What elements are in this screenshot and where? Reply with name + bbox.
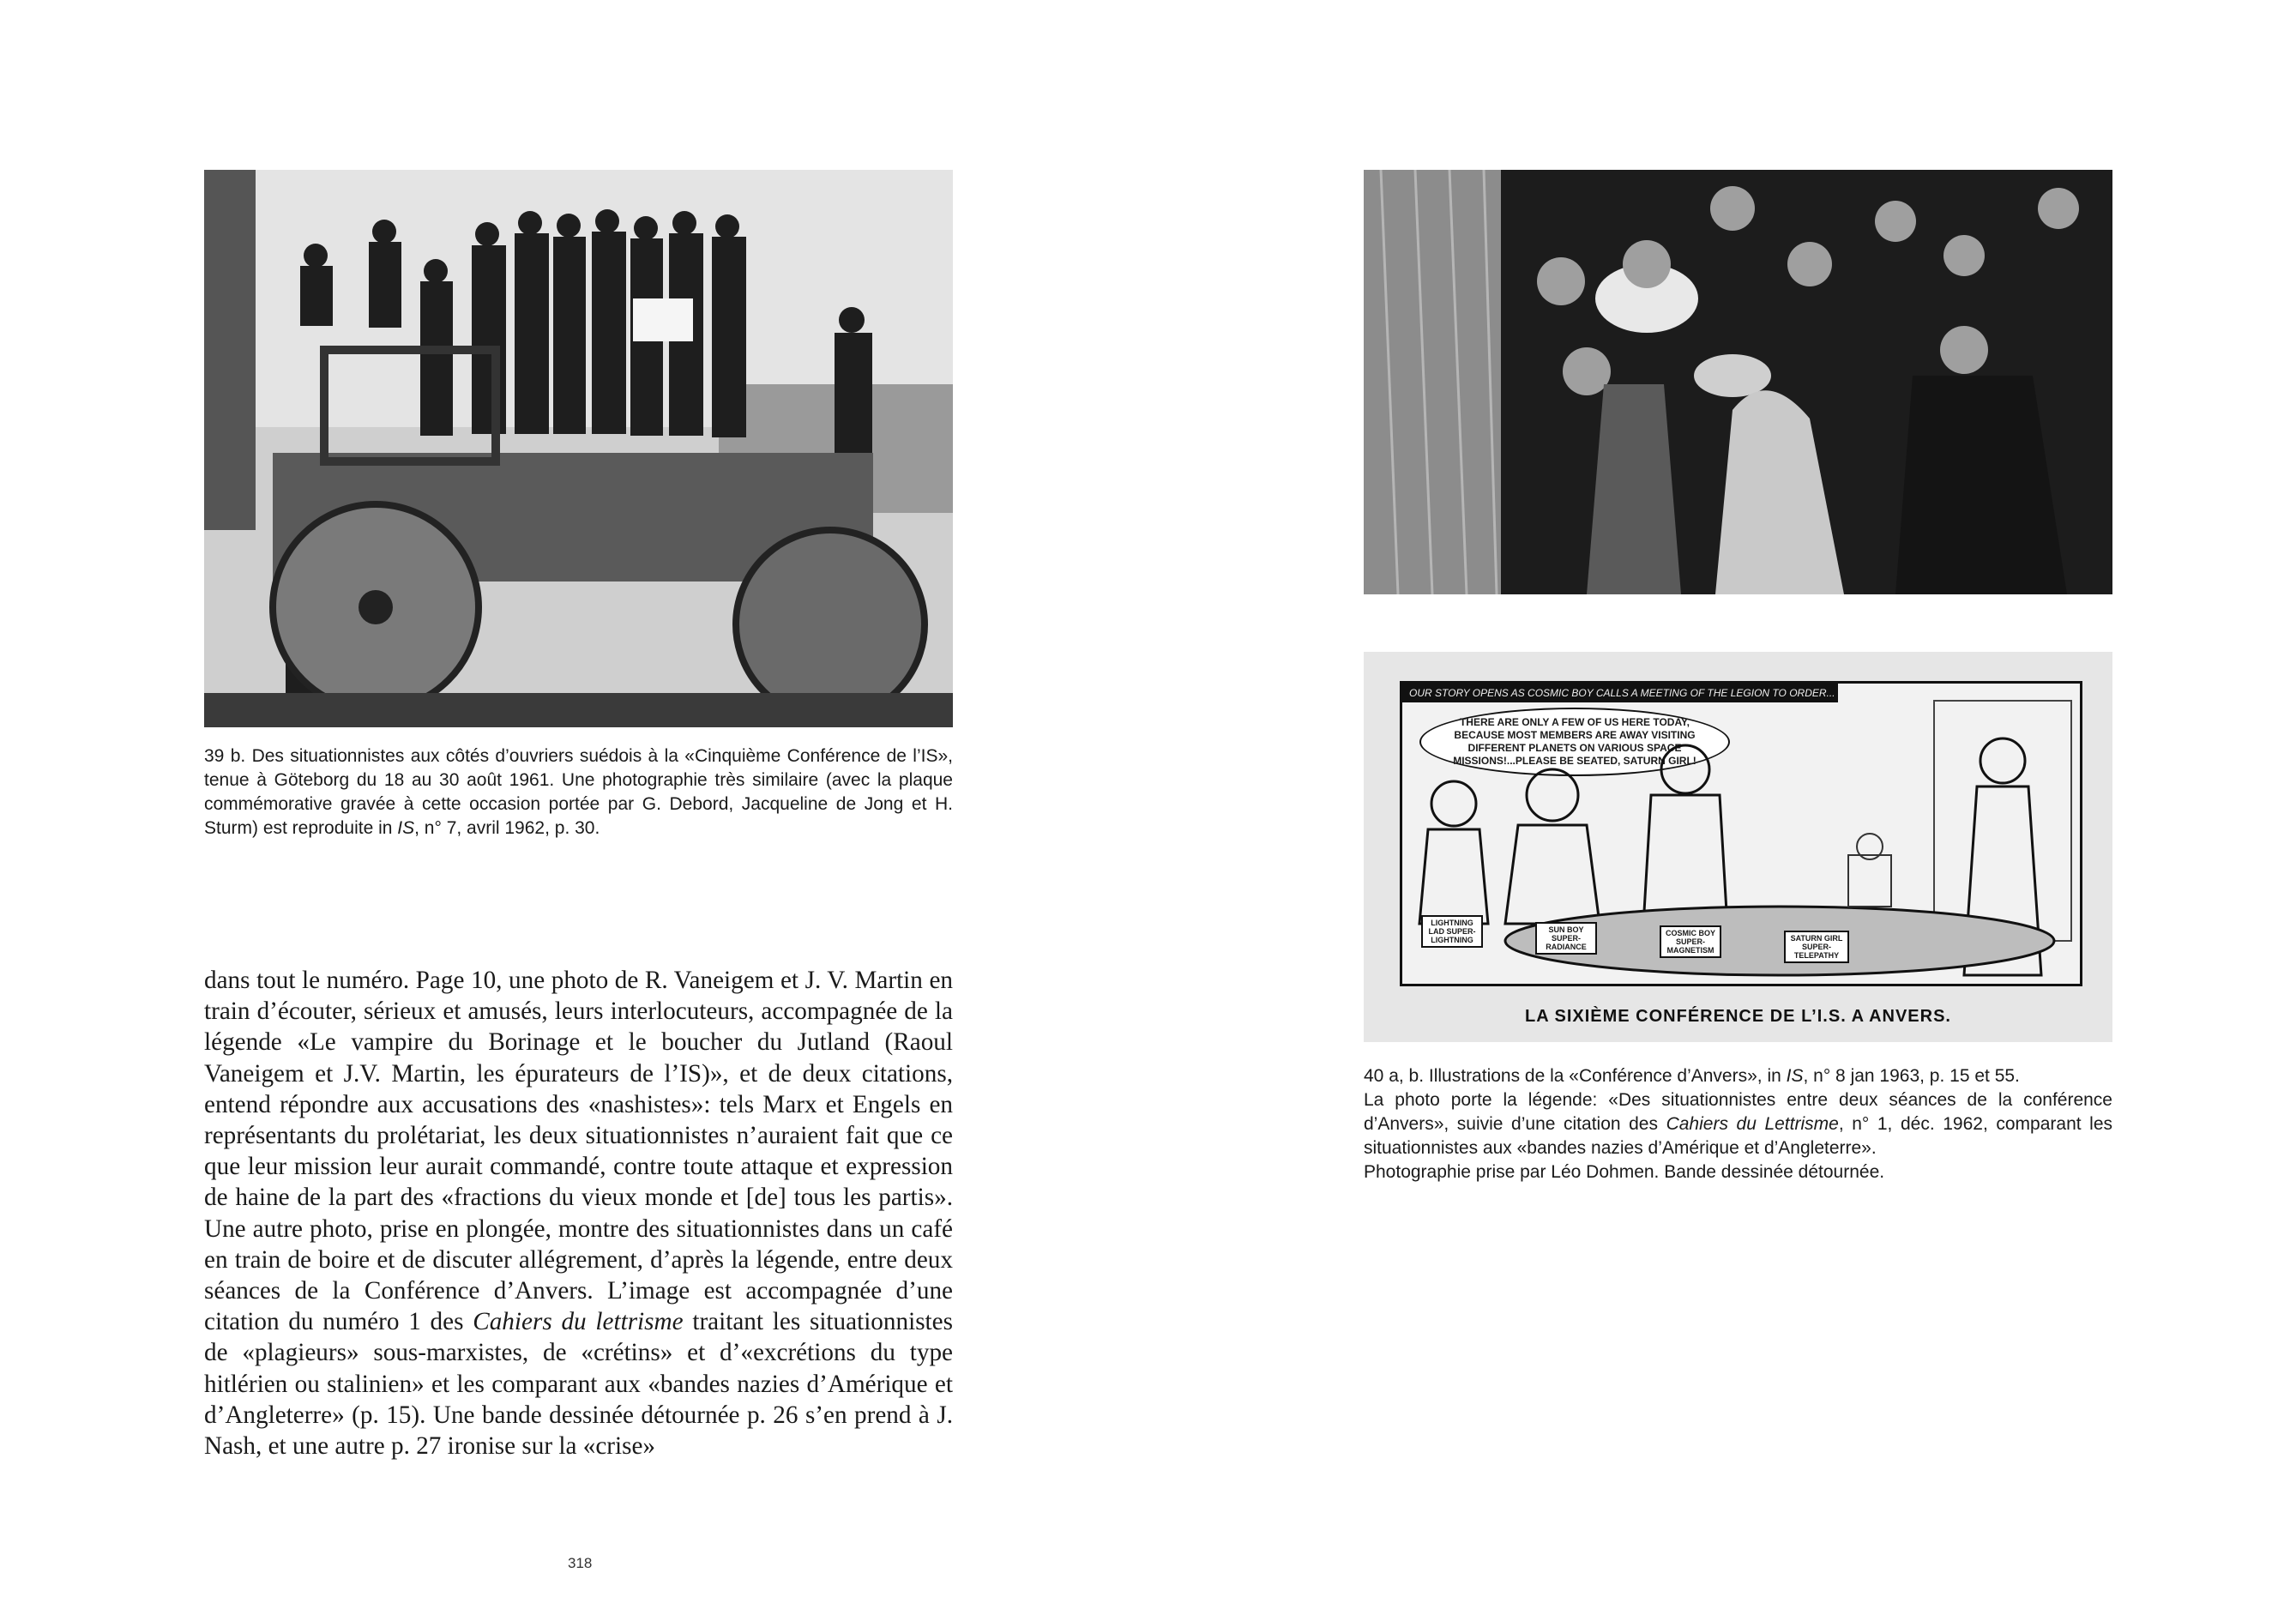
caption-40-line1-end: , n° 8 jan 1963, p. 15 et 55. [1803,1066,2020,1086]
body-text-part2: traitant les situationnistes de «plagieurs» sous-marxistes, de «crétins» et d’«excrétions du type hitlérien ou stalinien» et les comparant aux «bandes nazies d’Amérique et d’Angleterre» (p. 15). Une bande dessinée détournée p. 26 s’en prend à J. Nash, et une autre p. 27 ironise sur la «crise» [204,1308,953,1461]
photo-39b-road-roller [204,170,953,727]
caption-40-line3: Photographie prise par Léo Dohmen. Bande dessinée détournée. [1364,1162,1885,1182]
body-text [204,965,953,1461]
caption-40-line1-italic: IS [1786,1066,1804,1086]
photo-40a-cafe [1364,170,2112,594]
caption-40 [1364,1064,2112,1184]
nameplate-lightning-lad: LIGHTNING LAD SUPER-LIGHTNING [1421,915,1483,948]
page-number: 318 [568,1555,593,1571]
caption-39b-italic: IS [397,818,415,838]
caption-39b-end: , n° 7, avril 1962, p. 30. [414,818,600,838]
comic-banner: OUR STORY OPENS AS COSMIC BOY CALLS A MEETING OF THE LEGION TO ORDER... [1402,684,1838,702]
nameplate-cosmic-boy: COSMIC BOY SUPER-MAGNETISM [1660,925,1721,958]
caption-39b [204,744,953,841]
nameplate-sun-boy: SUN BOY SUPER-RADIANCE [1535,922,1597,955]
comic-panel [1400,681,2082,986]
caption-40-line1: 40 a, b. Illustrations de la «Conférence d’Anvers», in [1364,1066,1787,1086]
comic-title: LA SIXIÈME CONFÉRENCE DE L’I.S. A ANVERS. [1525,1007,1951,1026]
caption-39b-text: 39 b. Des situationnistes aux côtés d’ouvriers suédois à la «Cinquième Conférence de l’IS», tenue à Göteborg du 18 au 30 août 1961. Une photographie très similaire (avec la plaque commémorative gravée à cette occasion portée par G. Debord, Jacqueline de Jong et H. Sturm) est reproduite in [204,746,953,838]
body-text-part1: dans tout le numéro. Page 10, une photo de R. Vaneigem et J. V. Martin en train d’écouter, sérieux et amusés, leurs interlocuteurs, accompagnée de la légende «Le vampire du Borinage et le boucher du Jutland (Raoul Vaneigem et J.V. Martin, les épurateurs de l’IS)», et de deux citations, entend répondre aux accusations des «nashistes»: tels Marx et Engels en représentants du prolétariat, les deux situationnistes n’auraient fait que ce que leur mission leur aurait commandé, contre toute attaque et expression de haine de la part des «fractions du vieux monde et [de] tous les partis». Une autre photo, prise en plongée, montre des situationnistes dans un café en train de boire et de discuter allégrement, d’après la légende, entre deux séances de la Conférence d’Anvers. L’image est accompagnée d’une citation du numéro 1 des [204,967,953,1336]
caption-40-line2: La photo porte la légende: «Des situationnistes entre deux séances de la conférence d’Anvers», suivie d’une citation des [1364,1090,2112,1134]
caption-40-line2-italic: Cahiers du Lettrisme [1666,1114,1839,1134]
comic-drawing [1402,684,2080,984]
caption-40-line2-end: , n° 1, déc. 1962, comparant les situationnistes aux «bandes nazies d’Amérique et d’Angleterre». [1364,1114,2112,1158]
nameplate-saturn-girl: SATURN GIRL SUPER-TELEPATHY [1784,931,1849,963]
body-text-italic: Cahiers du lettrisme [473,1308,684,1336]
comic-40b [1364,652,2112,1042]
speech-bubble: THERE ARE ONLY A FEW OF US HERE TODAY, BECAUSE MOST MEMBERS ARE AWAY VISITING DIFFERENT PLANETS ON VARIOUS SPACE MISSIONS!...PLEASE BE SEATED, SATURN GIRL! [1419,708,1730,776]
